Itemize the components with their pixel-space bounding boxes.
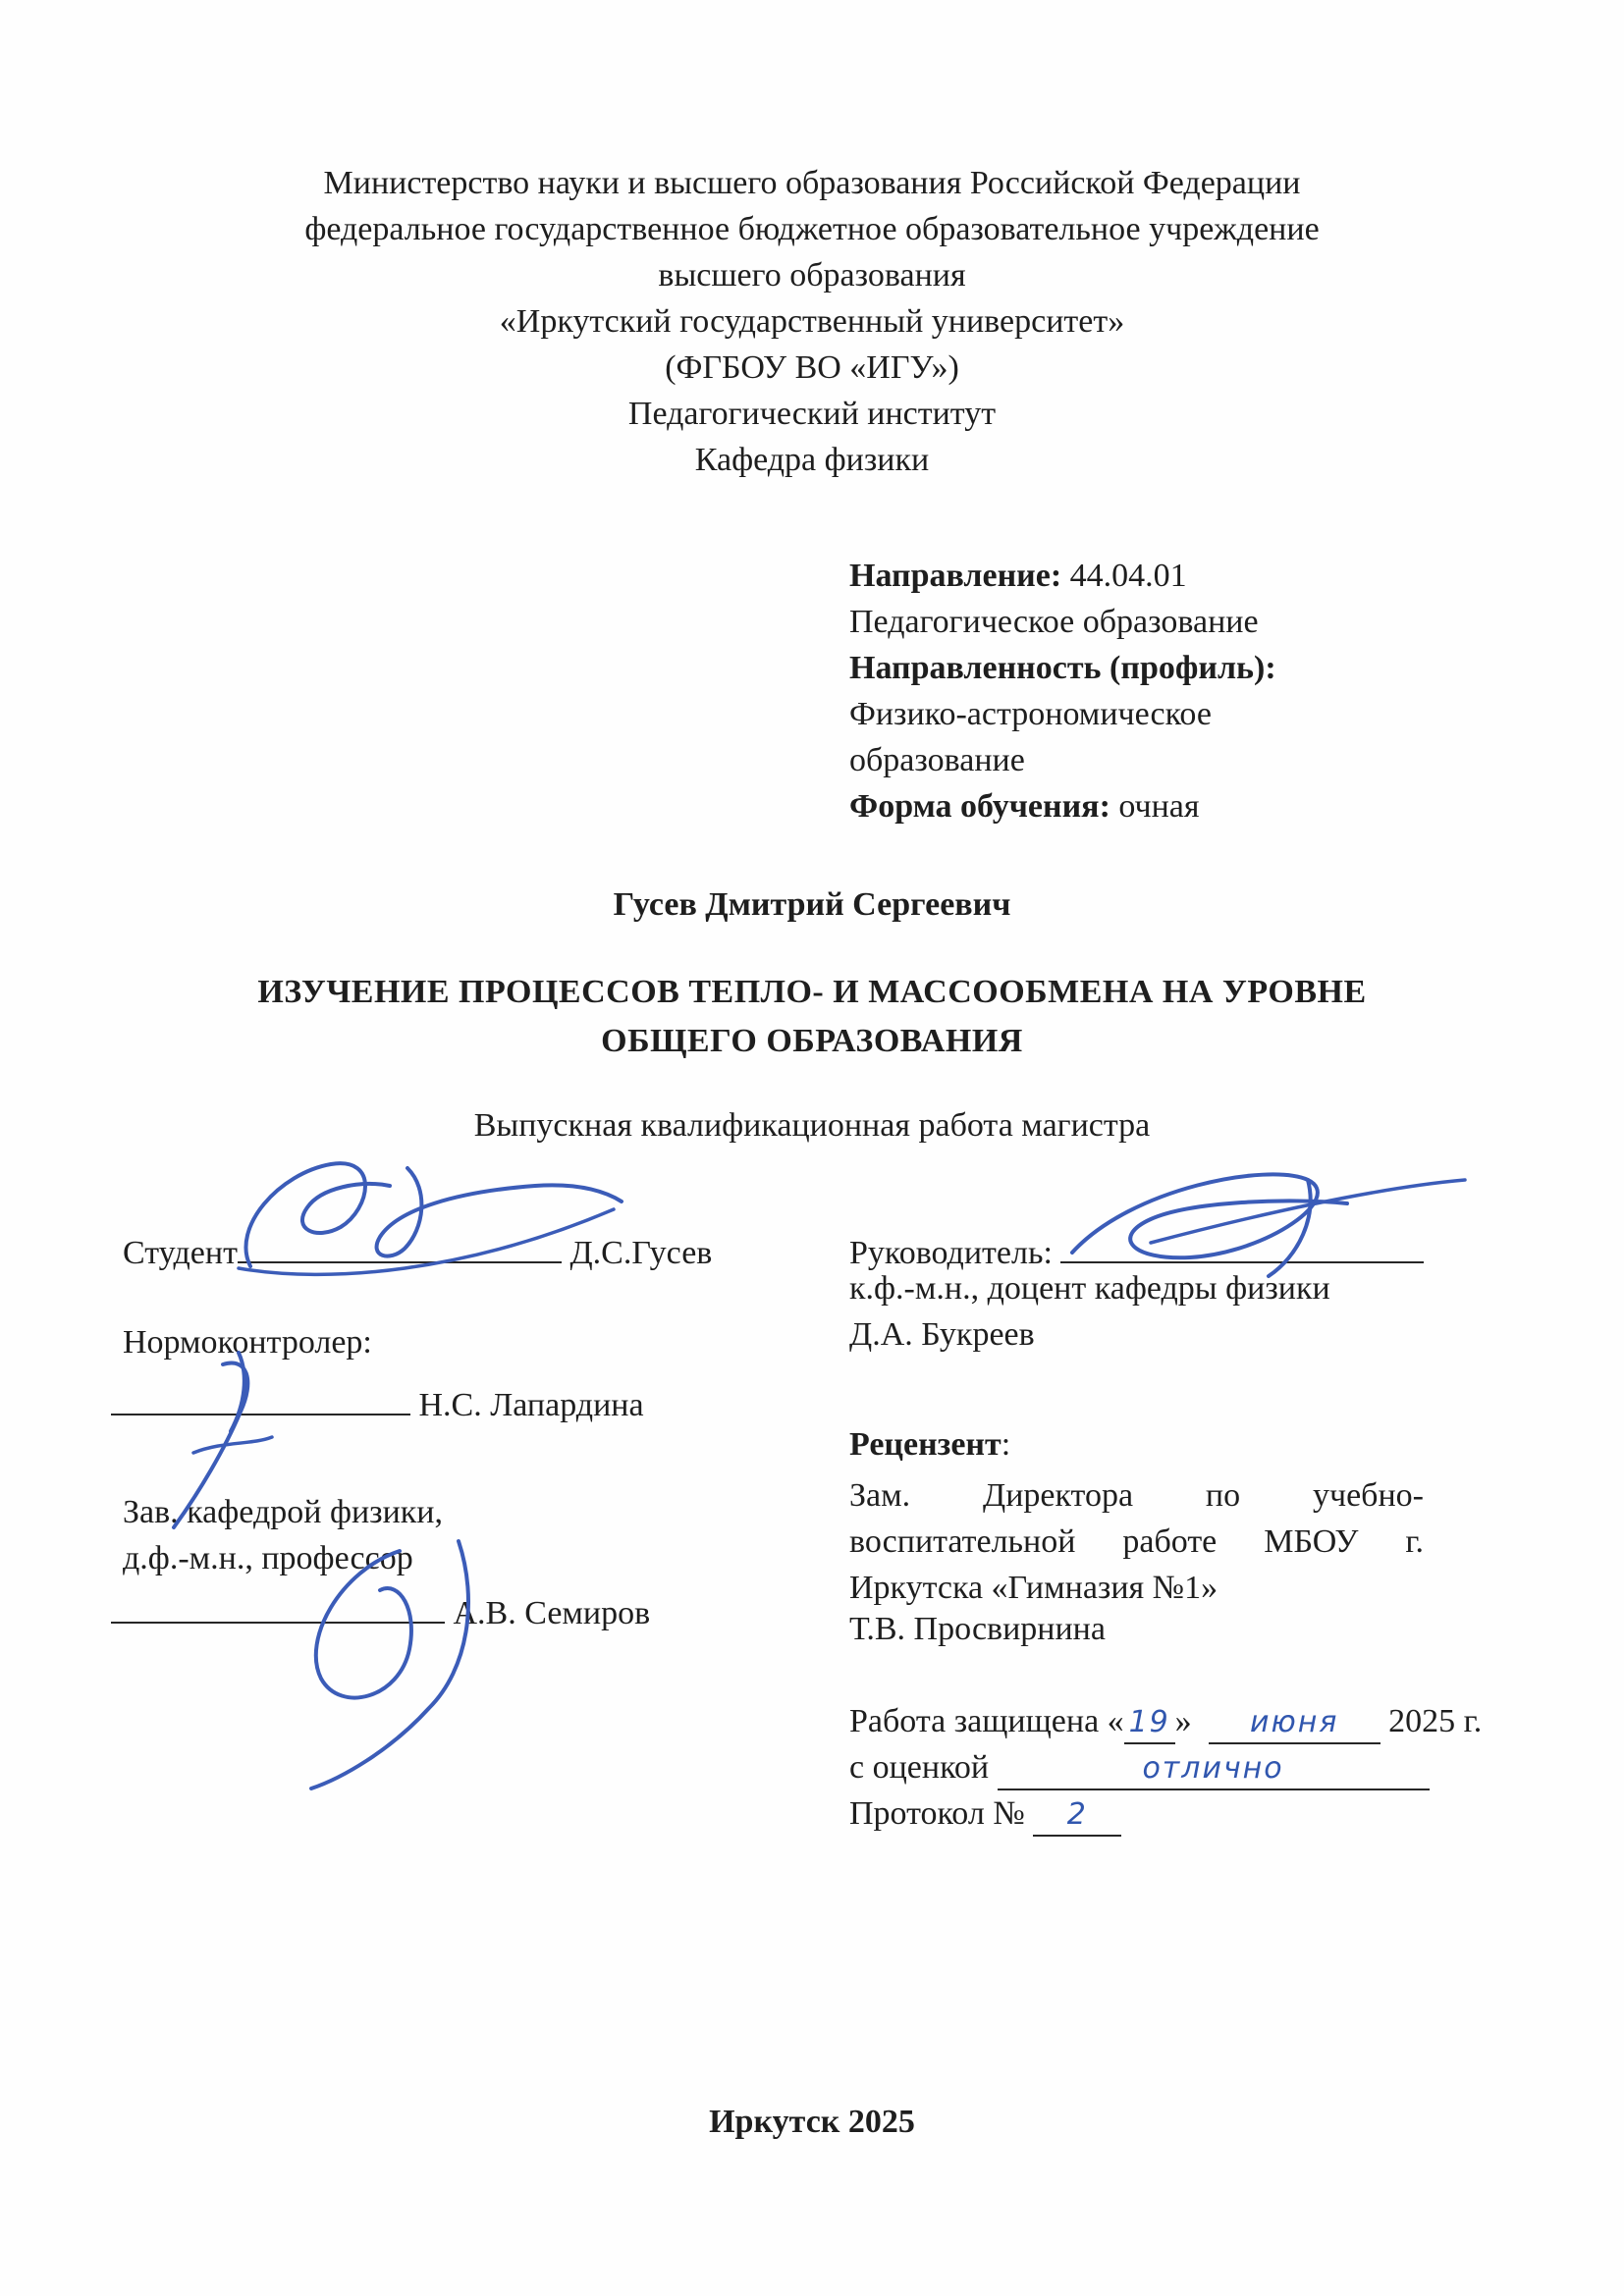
normcontrol-label: Нормоконтролер: (123, 1324, 372, 1361)
defense-month-line (1209, 1705, 1380, 1744)
direction-code: 44.04.01 (1061, 558, 1187, 594)
grade-handwritten: отлично (1142, 1751, 1284, 1786)
protocol-label: Протокол № (849, 1795, 1034, 1832)
header-line-university: «Иркутский государственный университет» (499, 303, 1125, 340)
author-name: Гусев Дмитрий Сергеевич (613, 886, 1011, 923)
header-line-institute: Педагогический институт (627, 396, 997, 432)
city-year: Иркутск 2025 (709, 2104, 915, 2140)
profile-line2: образование (849, 742, 1025, 778)
header-line-institution: федеральное государственное бюджетное образовательное учреждение (304, 211, 1320, 247)
defense-year: 2025 г. (1380, 1703, 1483, 1739)
student-signature (221, 1148, 643, 1296)
defense-prefix: Работа защищена « (849, 1703, 1124, 1739)
supervisor-name: Д.А. Букреев (849, 1316, 1035, 1353)
supervisor-row (849, 1224, 1424, 1272)
reviewer-position: Зам. Директора по учебно-воспитательной работе МБОУ г. Иркутска «Гимназия №1» (849, 1477, 1424, 1606)
head-title-line2: д.ф.-м.н., профессор (123, 1540, 413, 1576)
student-row (123, 1224, 712, 1272)
defense-quote-close: » (1174, 1703, 1201, 1739)
head-title-line1: Зав. кафедрой физики, (123, 1494, 444, 1530)
reviewer-colon: : (1001, 1426, 1011, 1463)
thesis-title (0, 968, 1624, 1066)
direction-block (849, 553, 1537, 829)
head-name: А.В. Семиров (445, 1595, 651, 1631)
defense-day-line (1124, 1705, 1175, 1744)
head-signature-line (111, 1584, 445, 1624)
protocol-number-handwritten: 2 (1066, 1797, 1088, 1832)
direction-label: Направление: (849, 558, 1062, 594)
grade-row (849, 1749, 1430, 1790)
supervisor-signature-line (1060, 1224, 1424, 1263)
header-line-abbrev: (ФГБОУ ВО «ИГУ») (665, 349, 959, 386)
reviewer-name: Т.В. Просвирнина (849, 1611, 1106, 1647)
grade-line (998, 1751, 1430, 1790)
study-form-value: очная (1110, 788, 1200, 825)
student-signature-line (238, 1224, 562, 1263)
study-form-label: Форма обучения: (849, 788, 1110, 825)
header-line-education: высшего образования (658, 257, 966, 294)
direction-line (849, 553, 1537, 599)
defense-day-handwritten: 19 (1128, 1705, 1170, 1739)
student-name: Д.С.Гусев (561, 1235, 713, 1271)
protocol-row (849, 1795, 1121, 1837)
student-label: Студент (123, 1235, 238, 1271)
thesis-type: Выпускная квалификационная работа магистра (473, 1107, 1151, 1144)
head-row (111, 1584, 650, 1632)
defense-month-handwritten: июня (1249, 1705, 1339, 1739)
study-form-line (849, 783, 1537, 829)
normcontrol-signature-line (111, 1376, 410, 1415)
header-line-department: Кафедра физики (694, 442, 930, 478)
thesis-title-line2: ОБЩЕГО ОБРАЗОВАНИЯ (601, 1023, 1023, 1059)
supervisor-label: Руководитель: (849, 1235, 1061, 1271)
protocol-line (1033, 1797, 1121, 1837)
normcontrol-name: Н.С. Лапардина (410, 1387, 644, 1423)
defense-date-row (849, 1703, 1482, 1744)
thesis-title-line1: ИЗУЧЕНИЕ ПРОЦЕССОВ ТЕПЛО- И МАССООБМЕНА НА УРОВНЕ (257, 974, 1367, 1010)
reviewer-label: Рецензент (849, 1426, 1001, 1463)
profile-line1: Физико-астрономическое (849, 696, 1212, 732)
normcontrol-row (111, 1376, 644, 1424)
ministry-header (0, 160, 1624, 483)
direction-program: Педагогическое образование (849, 604, 1259, 640)
supervisor-degree: к.ф.-м.н., доцент кафедры физики (849, 1270, 1330, 1307)
header-line-ministry: Министерство науки и высшего образования Российской Федерации (323, 165, 1301, 201)
reviewer-label-row (849, 1426, 1010, 1464)
profile-label: Направленность (профиль): (849, 650, 1276, 686)
grade-label: с оценкой (849, 1749, 998, 1786)
